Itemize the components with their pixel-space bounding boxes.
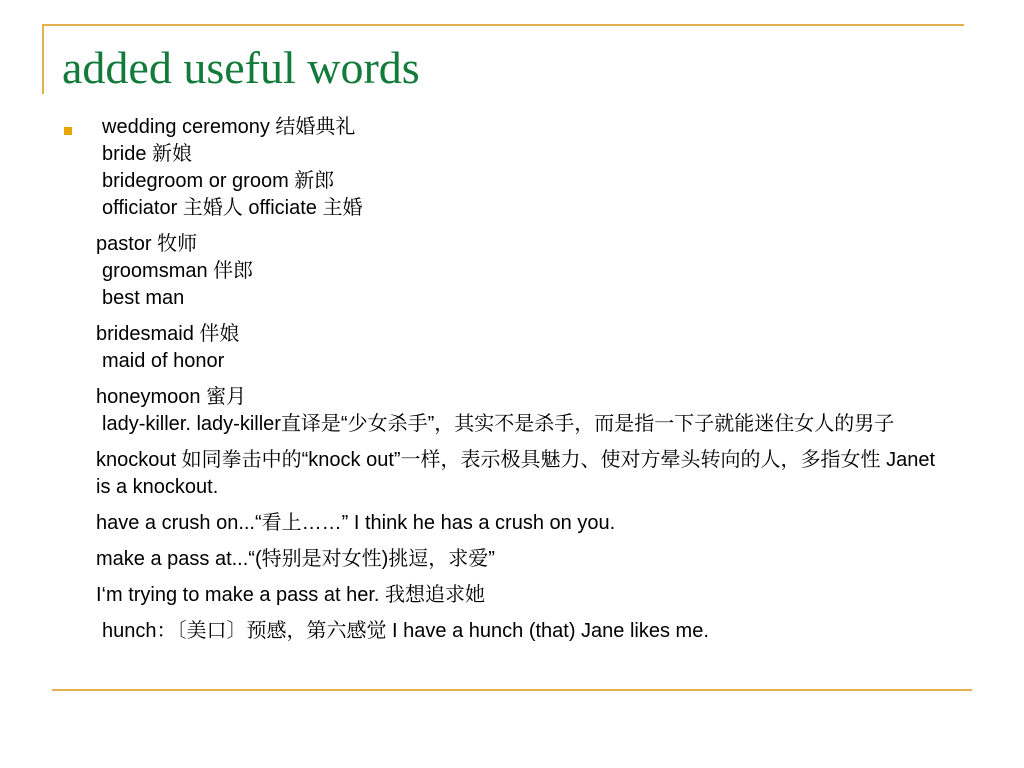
list-item: lady-killer. lady-killer直译是“少女杀手”，其实不是杀手，而是指一下子就能迷住女人的男子 [102,413,895,435]
top-rule [42,24,964,26]
list-item: groomsman 伴郎 [102,260,254,282]
list-item: best man [102,287,185,309]
list-item: have a crush on...“看上……” I think he has a crush on you. [96,512,616,534]
list-item: knockout 如同拳击中的“knock out”一样，表示极具魅力、使对方晕头转向的人，多指女性 Janet is a knockout. [96,449,936,498]
list-item: I‘m trying to make a pass at her. 我想追求她 [96,584,486,606]
list-item: hunch：〔美口〕预感，第六感觉 I have a hunch (that) Jane likes me. [102,620,709,642]
list-item: maid of honor [102,350,225,372]
list-item: bridesmaid 伴娘 [96,323,240,345]
list-item: bride 新娘 [102,143,193,165]
list-group-4 [0,384,1024,438]
left-rule [42,24,44,94]
list-group-7 [0,546,1024,573]
slide-title: added useful words [62,42,420,93]
list-item: bridegroom or groom 新郎 [102,170,335,192]
list-group-2 [0,231,1024,312]
list-group-1 [0,114,1024,222]
list-item: officiator 主婚人 officiate 主婚 [102,197,363,219]
list-group-8 [0,582,1024,609]
bottom-rule [52,689,972,691]
list-item: honeymoon 蜜月 [96,386,247,408]
word-list [0,114,1024,645]
list-group-9 [0,618,1024,645]
list-item: wedding ceremony 结婚典礼 [102,116,356,138]
list-item: pastor 牧师 [96,233,198,255]
list-group-6 [0,510,1024,537]
list-item: make a pass at...“(特别是对女性)挑逗，求爱” [96,548,495,570]
list-group-5 [0,447,1024,501]
list-group-3 [0,321,1024,375]
